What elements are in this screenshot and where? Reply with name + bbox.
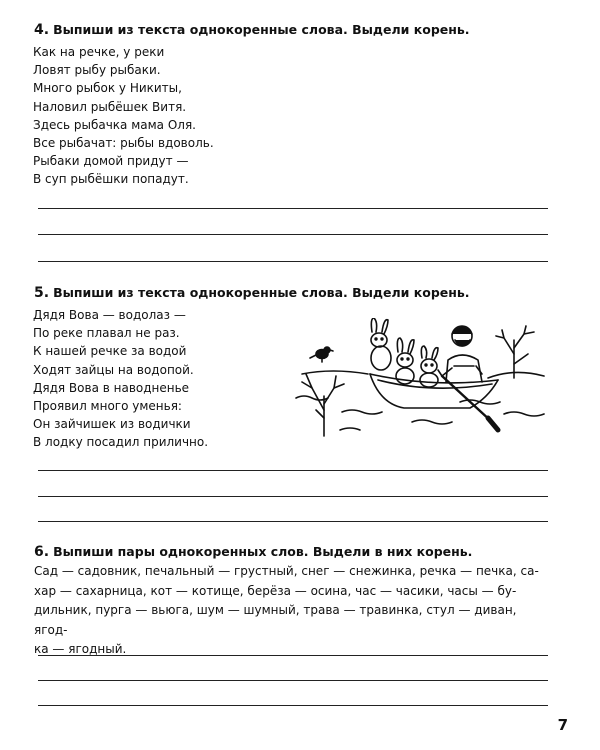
task-6-word-list [34, 562, 548, 660]
task-4-instruction: Выпиши из текста однокоренные слова. Выдели корень. [53, 22, 470, 37]
word-list-line: Сад — садовник, печальный — грустный, снег — снежинка, речка — печка, са- [34, 564, 539, 578]
answer-line[interactable] [38, 680, 548, 681]
answer-line[interactable] [38, 655, 548, 656]
left-tree-drawing [302, 374, 344, 436]
word-list-line: дильник, пурга — вьюга, шум — шумный, трава — травинка, стул — диван, ягод- [34, 603, 517, 637]
word-list-line: хар — сахарница, кот — котище, берёза — осина, час — часики, часы — бу- [34, 583, 517, 598]
poem-line: Наловил рыбёшек Витя. [33, 99, 187, 114]
poem-line: По реке плавал не раз. [33, 326, 180, 341]
answer-line[interactable] [38, 521, 548, 522]
bird-drawing [310, 347, 333, 362]
hare-drawing [396, 338, 414, 384]
poem-line: Рыбаки домой придут — [33, 154, 189, 169]
poem-line: Ловят рыбу рыбаки. [33, 63, 161, 78]
task-4-heading [34, 22, 470, 38]
boat-with-hares-illustration [292, 318, 552, 438]
answer-line[interactable] [38, 705, 548, 706]
task-5-heading [34, 285, 470, 301]
poem-line: Он зайчишек из водички [33, 417, 191, 432]
task-4-poem [33, 43, 214, 189]
poem-line: В суп рыбёшки попадут. [33, 172, 189, 187]
right-tree-drawing [496, 326, 534, 378]
task-6-instruction: Выпиши пары однокоренных слов. Выдели в них корень. [53, 544, 473, 559]
poem-line: Много рыбок у Никиты, [33, 81, 182, 96]
page-number: 7 [557, 716, 568, 734]
answer-line[interactable] [38, 234, 548, 235]
task-6-heading [34, 544, 472, 560]
poem-line: Как на речке, у реки [33, 45, 165, 59]
task-6-number: 6. [34, 544, 50, 560]
task-4-number: 4. [34, 22, 50, 38]
poem-line: Ходят зайцы на водопой. [33, 362, 194, 377]
answer-line[interactable] [38, 496, 548, 497]
task-5-number: 5. [34, 285, 50, 301]
task-5-poem [33, 306, 208, 452]
task-5-instruction: Выпиши из текста однокоренные слова. Выдели корень. [53, 285, 470, 300]
answer-line[interactable] [38, 470, 548, 471]
word-list-line: ка — ягодный. [34, 642, 127, 656]
poem-line: Дядя Вова в наводненье [33, 380, 190, 395]
boat-drawing [370, 374, 498, 408]
poem-line: Дядя Вова — водолаз — [33, 308, 186, 322]
hare-drawing [420, 346, 438, 387]
answer-line[interactable] [38, 208, 548, 209]
poem-line: К нашей речке за водой [33, 344, 187, 359]
poem-line: В лодку посадил прилично. [33, 435, 209, 450]
poem-line: Здесь рыбачка мама Оля. [33, 117, 196, 132]
water-waves-drawing [296, 396, 544, 430]
answer-line[interactable] [38, 261, 548, 262]
rower-man-drawing [438, 326, 482, 382]
poem-line: Все рыбачат: рыбы вдоволь. [33, 136, 214, 151]
poem-line: Проявил много уменья: [33, 399, 182, 414]
hare-drawing [371, 318, 391, 370]
